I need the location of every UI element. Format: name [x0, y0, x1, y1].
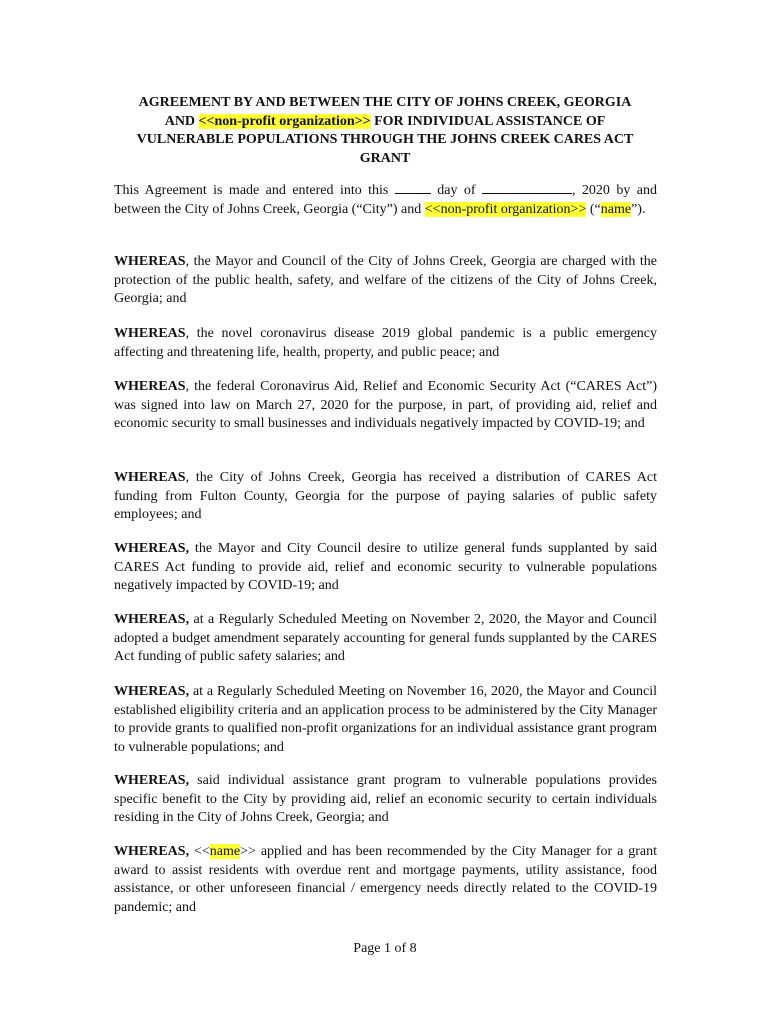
whereas-text-pre: << — [189, 844, 210, 859]
intro-org-highlight: <<non-profit organization>> — [424, 201, 587, 217]
intro-paragraph — [114, 181, 657, 219]
whereas-paragraph-4 — [114, 469, 657, 525]
whereas-text-post: >> applied and has been recommended by the City Manager for a grant award to assist residents with overdue rent and mortgage payments, utility assistance, food assistance, or other unforeseen financial / emergency needs directly related to the COVID-19 pandemic; and — [114, 844, 658, 915]
intro-text-4: (“ — [586, 201, 601, 217]
whereas-paragraph-7 — [114, 683, 657, 757]
intro-text-1: This Agreement is made and entered into this — [114, 183, 395, 198]
title-line-2-post: FOR INDIVIDUAL ASSISTANCE OF — [370, 113, 606, 129]
name-placeholder-highlight: name — [209, 844, 241, 859]
day-blank — [395, 181, 431, 194]
whereas-lead: WHEREAS — [114, 326, 186, 341]
title-line-2 — [100, 113, 670, 132]
title-line-2-pre: AND — [164, 113, 199, 129]
intro-text-3: , 2020 by and between the City of Johns Creek, Georgia (“City”) and — [114, 183, 657, 217]
whereas-lead: WHEREAS, — [114, 684, 190, 699]
title-line-4: GRANT — [359, 150, 411, 166]
whereas-text: at a Regularly Scheduled Meeting on November 16, 2020, the Mayor and Council established eligibility criteria and an application process to be administered by the City Manager to provide grants to qualified non-profit organizations for an individual assistance grant program to vulnerable populations; and — [114, 684, 657, 755]
whereas-lead: WHEREAS — [114, 254, 186, 269]
org-placeholder-highlight: <<non-profit organization>> — [198, 113, 371, 129]
whereas-paragraph-3 — [114, 378, 657, 434]
title-line-3: VULNERABLE POPULATIONS THROUGH THE JOHNS CREEK CARES ACT — [136, 132, 634, 147]
agreement-title — [100, 94, 670, 168]
whereas-lead: WHEREAS, — [114, 541, 190, 556]
whereas-paragraph-5 — [114, 540, 657, 596]
intro-text-2: day of — [430, 183, 482, 198]
whereas-paragraph-9 — [114, 843, 657, 917]
whereas-text: at a Regularly Scheduled Meeting on November 2, 2020, the Mayor and Council adopted a budget amendment separately accounting for general funds supplanted by the CARES Act funding of public safety salaries; and — [114, 612, 657, 664]
whereas-text: , the City of Johns Creek, Georgia has received a distribution of CARES Act funding from Fulton County, Georgia for the purpose of paying salaries of public safety employees; and — [114, 470, 657, 522]
whereas-lead: WHEREAS, — [114, 773, 190, 788]
whereas-lead: WHEREAS, — [114, 612, 190, 627]
whereas-text: , the novel coronavirus disease 2019 global pandemic is a public emergency affecting and threatening life, health, property, and public peace; and — [114, 326, 657, 360]
page-number: Page 1 of 8 — [353, 941, 417, 956]
whereas-lead: WHEREAS, — [114, 844, 190, 859]
intro-name-highlight: name — [600, 201, 632, 217]
intro-text-5: ”). — [631, 201, 646, 217]
whereas-text: the Mayor and City Council desire to utilize general funds supplanted by said CARES Act funding to provide aid, relief and economic security to vulnerable populations negatively impacted by COVID-19; and — [114, 541, 657, 593]
whereas-lead: WHEREAS — [114, 470, 186, 485]
whereas-lead: WHEREAS — [114, 379, 186, 394]
whereas-text: , the federal Coronavirus Aid, Relief and Economic Security Act (“CARES Act”) was signed into law on March 27, 2020 for the purpose, in part, of providing aid, relief and economic security to small businesses and individuals negatively impacted by COVID-19; and — [114, 379, 657, 431]
whereas-text: said individual assistance grant program to vulnerable populations provides specific benefit to the City by providing aid, relief an economic security to certain individuals residing in the City of Johns Creek, Georgia; and — [114, 773, 657, 825]
month-blank — [482, 181, 572, 194]
whereas-paragraph-2 — [114, 325, 657, 362]
whereas-paragraph-1 — [114, 253, 657, 309]
whereas-paragraph-6 — [114, 611, 657, 667]
whereas-text: , the Mayor and Council of the City of Johns Creek, Georgia are charged with the protection of the public health, safety, and welfare of the citizens of the City of Johns Creek, Georgia; and — [114, 254, 657, 306]
whereas-paragraph-8 — [114, 772, 657, 828]
title-line-1: AGREEMENT BY AND BETWEEN THE CITY OF JOHNS CREEK, GEORGIA — [138, 95, 632, 110]
